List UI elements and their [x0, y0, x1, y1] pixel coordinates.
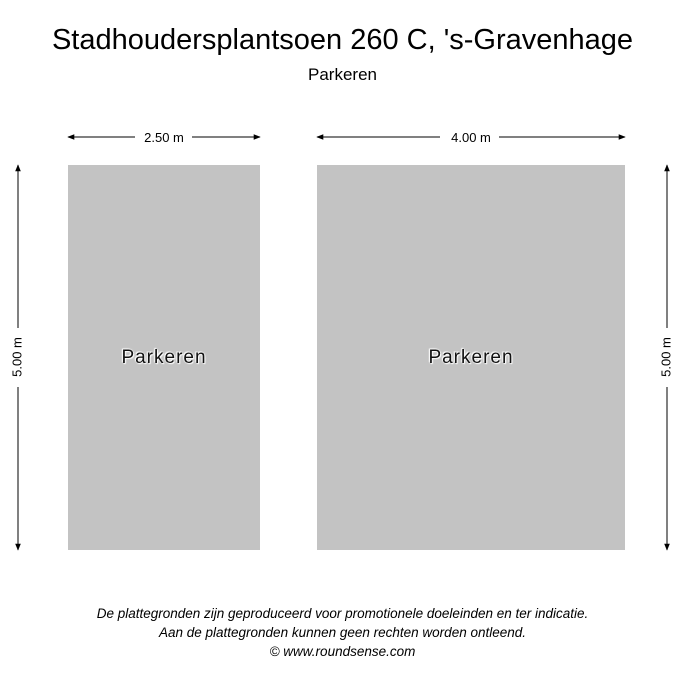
copyright-line: © www.roundsense.com	[269, 644, 416, 659]
height-dimension-left	[9, 165, 24, 550]
width-dimension-right	[317, 130, 625, 145]
height-label-right: 5.00 m	[658, 337, 674, 377]
disclaimer-line-1: De plattegronden zijn geproduceerd voor promotionele doeleinden en ter indicatie.	[96, 606, 589, 621]
page-title: Stadhoudersplantsoen 260 C, 's-Gravenhage	[51, 24, 634, 56]
width-label-left: 2.50 m	[144, 130, 184, 145]
height-label-left: 5.00 m	[9, 337, 25, 377]
floor-subtitle: Parkeren	[308, 65, 377, 84]
width-dimension-left	[68, 130, 260, 145]
room-label-left: Parkeren	[121, 346, 207, 368]
room-label-right: Parkeren	[428, 346, 514, 368]
disclaimer-line-2: Aan de plattegronden kunnen geen rechten worden ontleend.	[158, 625, 527, 640]
width-label-right: 4.00 m	[451, 130, 491, 145]
height-dimension-right	[658, 165, 673, 550]
